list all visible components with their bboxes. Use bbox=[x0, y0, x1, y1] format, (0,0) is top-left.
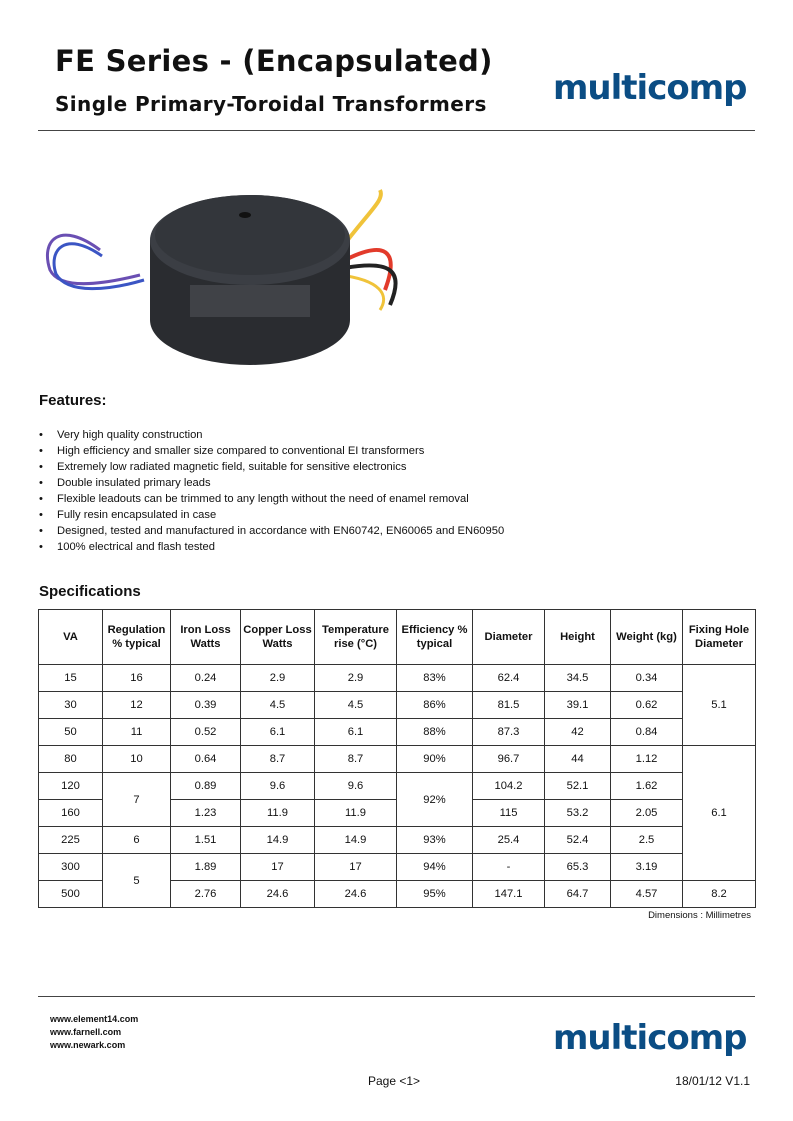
table-cell: - bbox=[473, 854, 545, 881]
table-cell: 87.3 bbox=[473, 719, 545, 746]
column-header: Height bbox=[545, 610, 611, 665]
table-cell: 1.23 bbox=[171, 800, 241, 827]
farnell-link[interactable]: www.farnell.com bbox=[50, 1027, 122, 1037]
list-item: • Very high quality construction bbox=[39, 427, 504, 443]
table-cell: 15 bbox=[39, 665, 103, 692]
table-cell: 62.4 bbox=[473, 665, 545, 692]
table-cell: 93% bbox=[397, 827, 473, 854]
column-header: Fixing Hole Diameter bbox=[683, 610, 756, 665]
list-item: • Fully resin encapsulated in case bbox=[39, 507, 504, 523]
table-cell: 52.1 bbox=[545, 773, 611, 800]
table-cell: 2.9 bbox=[315, 665, 397, 692]
table-cell: 8.2 bbox=[683, 881, 756, 908]
table-cell: 0.24 bbox=[171, 665, 241, 692]
table-cell: 88% bbox=[397, 719, 473, 746]
newark-link[interactable]: www.newark.com bbox=[50, 1040, 126, 1050]
page-number: Page <1> bbox=[368, 1074, 421, 1088]
table-cell: 65.3 bbox=[545, 854, 611, 881]
table-cell: 92% bbox=[397, 773, 473, 827]
table-cell: 24.6 bbox=[241, 881, 315, 908]
footer-divider bbox=[38, 996, 755, 997]
table-cell: 225 bbox=[39, 827, 103, 854]
column-header: Efficiency % typical bbox=[397, 610, 473, 665]
multicomp-logo: multicomp bbox=[553, 68, 747, 108]
table-cell: 0.52 bbox=[171, 719, 241, 746]
table-cell: 104.2 bbox=[473, 773, 545, 800]
table-row bbox=[39, 692, 756, 719]
table-cell: 1.62 bbox=[611, 773, 683, 800]
table-cell: 30 bbox=[39, 692, 103, 719]
column-header: Weight (kg) bbox=[611, 610, 683, 665]
table-cell: 4.57 bbox=[611, 881, 683, 908]
table-cell: 300 bbox=[39, 854, 103, 881]
table-row bbox=[39, 827, 756, 854]
column-header: Regulation % typical bbox=[103, 610, 171, 665]
table-cell: 2.05 bbox=[611, 800, 683, 827]
date-version: 18/01/12 V1.1 bbox=[675, 1074, 750, 1088]
table-cell: 5.1 bbox=[683, 665, 756, 746]
table-cell: 12 bbox=[103, 692, 171, 719]
table-row bbox=[39, 773, 756, 800]
footer-links bbox=[50, 1013, 138, 1052]
table-cell: 14.9 bbox=[241, 827, 315, 854]
table-cell: 39.1 bbox=[545, 692, 611, 719]
table-cell: 1.51 bbox=[171, 827, 241, 854]
column-header: Diameter bbox=[473, 610, 545, 665]
table-row bbox=[39, 719, 756, 746]
element14-link[interactable]: www.element14.com bbox=[50, 1014, 139, 1024]
list-item: • Designed, tested and manufactured in accordance with EN60742, EN60065 and EN60950 bbox=[39, 523, 504, 539]
table-cell: 10 bbox=[103, 746, 171, 773]
list-item: • Flexible leadouts can be trimmed to any length without the need of enamel removal bbox=[39, 491, 504, 507]
table-row bbox=[39, 746, 756, 773]
table-cell: 4.5 bbox=[241, 692, 315, 719]
features-heading: Features: bbox=[39, 392, 107, 409]
header-divider bbox=[38, 130, 755, 131]
table-cell: 52.4 bbox=[545, 827, 611, 854]
table-cell: 147.1 bbox=[473, 881, 545, 908]
page-title: FE Series - (Encapsulated) bbox=[55, 44, 493, 78]
table-cell: 17 bbox=[315, 854, 397, 881]
table-cell: 81.5 bbox=[473, 692, 545, 719]
table-cell: 9.6 bbox=[315, 773, 397, 800]
column-header: Copper Loss Watts bbox=[241, 610, 315, 665]
table-cell: 17 bbox=[241, 854, 315, 881]
table-cell: 0.64 bbox=[171, 746, 241, 773]
specifications-heading: Specifications bbox=[39, 583, 141, 600]
table-cell: 6.1 bbox=[683, 746, 756, 881]
table-cell: 1.12 bbox=[611, 746, 683, 773]
table-cell: 8.7 bbox=[241, 746, 315, 773]
table-cell: 95% bbox=[397, 881, 473, 908]
table-cell: 25.4 bbox=[473, 827, 545, 854]
table-cell: 0.89 bbox=[171, 773, 241, 800]
list-item: • Double insulated primary leads bbox=[39, 475, 504, 491]
table-row bbox=[39, 854, 756, 881]
table-cell: 7 bbox=[103, 773, 171, 827]
column-header: VA bbox=[39, 610, 103, 665]
table-cell: 500 bbox=[39, 881, 103, 908]
table-cell: 53.2 bbox=[545, 800, 611, 827]
table-cell: 16 bbox=[103, 665, 171, 692]
table-cell: 0.84 bbox=[611, 719, 683, 746]
table-cell: 11.9 bbox=[241, 800, 315, 827]
features-list bbox=[39, 427, 504, 555]
specifications-table bbox=[38, 609, 756, 908]
table-cell: 24.6 bbox=[315, 881, 397, 908]
table-cell: 83% bbox=[397, 665, 473, 692]
page-subtitle: Single Primary-Toroidal Transformers bbox=[55, 92, 487, 116]
table-row bbox=[39, 665, 756, 692]
table-cell: 50 bbox=[39, 719, 103, 746]
table-cell: 0.34 bbox=[611, 665, 683, 692]
table-cell: 96.7 bbox=[473, 746, 545, 773]
table-cell: 42 bbox=[545, 719, 611, 746]
list-item: • 100% electrical and flash tested bbox=[39, 539, 504, 555]
table-cell: 8.7 bbox=[315, 746, 397, 773]
table-cell: 5 bbox=[103, 854, 171, 908]
table-cell: 0.62 bbox=[611, 692, 683, 719]
table-cell: 6.1 bbox=[241, 719, 315, 746]
table-cell: 86% bbox=[397, 692, 473, 719]
column-header: Iron Loss Watts bbox=[171, 610, 241, 665]
table-cell: 1.89 bbox=[171, 854, 241, 881]
table-cell: 80 bbox=[39, 746, 103, 773]
table-cell: 4.5 bbox=[315, 692, 397, 719]
table-cell: 0.39 bbox=[171, 692, 241, 719]
table-cell: 6.1 bbox=[315, 719, 397, 746]
table-cell: 34.5 bbox=[545, 665, 611, 692]
table-cell: 6 bbox=[103, 827, 171, 854]
table-header-row bbox=[39, 610, 756, 665]
table-cell: 160 bbox=[39, 800, 103, 827]
list-item: • High efficiency and smaller size compared to conventional EI transformers bbox=[39, 443, 504, 459]
table-cell: 64.7 bbox=[545, 881, 611, 908]
toroidal-transformer-photo bbox=[40, 180, 410, 390]
list-item: • Extremely low radiated magnetic field, suitable for sensitive electronics bbox=[39, 459, 504, 475]
table-cell: 11 bbox=[103, 719, 171, 746]
table-cell: 2.76 bbox=[171, 881, 241, 908]
table-cell: 115 bbox=[473, 800, 545, 827]
table-cell: 2.9 bbox=[241, 665, 315, 692]
table-cell: 9.6 bbox=[241, 773, 315, 800]
table-cell: 90% bbox=[397, 746, 473, 773]
column-header: Temperature rise (°C) bbox=[315, 610, 397, 665]
table-cell: 2.5 bbox=[611, 827, 683, 854]
table-cell: 3.19 bbox=[611, 854, 683, 881]
table-cell: 94% bbox=[397, 854, 473, 881]
table-cell: 120 bbox=[39, 773, 103, 800]
table-cell: 11.9 bbox=[315, 800, 397, 827]
table-cell: 14.9 bbox=[315, 827, 397, 854]
table-cell: 44 bbox=[545, 746, 611, 773]
dimensions-note: Dimensions : Millimetres bbox=[648, 910, 751, 921]
multicomp-logo: multicomp bbox=[553, 1018, 747, 1058]
